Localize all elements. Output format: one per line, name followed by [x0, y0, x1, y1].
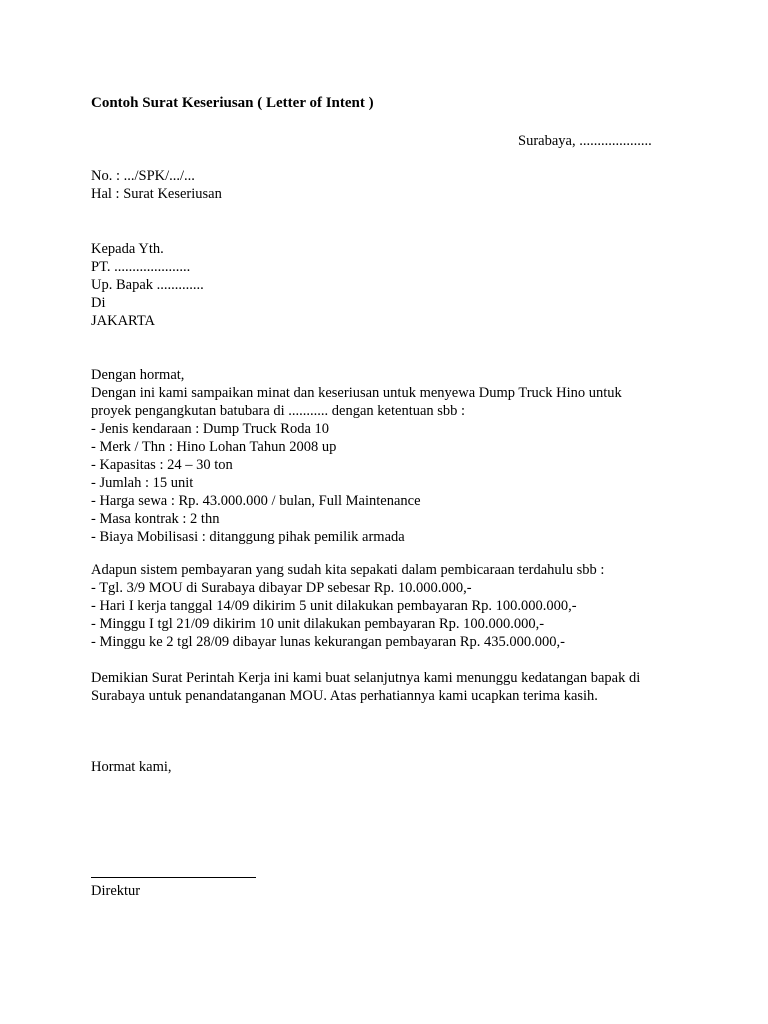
spec-item: - Biaya Mobilisasi : ditanggung pihak pemilik armada: [91, 529, 405, 545]
body-line: Surabaya untuk penandatanganan MOU. Atas perhatiannya kami ucapkan terima kasih.: [91, 688, 598, 704]
reference-number: No. : .../SPK/.../...: [91, 168, 195, 184]
place-date: Surabaya, ....................: [518, 133, 652, 149]
recipient-line: JAKARTA: [91, 313, 156, 329]
spec-item: - Kapasitas : 24 – 30 ton: [91, 457, 233, 473]
reference-block: [91, 167, 222, 203]
body-line: Dengan ini kami sampaikan minat dan keseriusan untuk menyewa Dump Truck Hino untuk: [91, 385, 622, 401]
body-intro: [91, 366, 622, 546]
body-line: Demikian Surat Perintah Kerja ini kami buat selanjutnya kami menunggu kedatangan bapak di: [91, 670, 641, 686]
spec-item: - Jenis kendaraan : Dump Truck Roda 10: [91, 421, 330, 437]
body-payment: [91, 561, 604, 651]
spec-item: - Merk / Thn : Hino Lohan Tahun 2008 up: [91, 439, 337, 455]
closing-salutation: [91, 758, 172, 776]
reference-subject: Hal : Surat Keseriusan: [91, 186, 222, 202]
payment-item: - Minggu ke 2 tgl 28/09 dibayar lunas kekurangan pembayaran Rp. 435.000.000,-: [91, 634, 565, 650]
body-line: proyek pengangkutan batubara di ........... dengan ketentuan sbb :: [91, 403, 466, 419]
recipient-block: [91, 240, 204, 330]
payment-item: - Hari I kerja tanggal 14/09 dikirim 5 unit dilakukan pembayaran Rp. 100.000.000,-: [91, 598, 577, 614]
signature-line: [91, 877, 256, 878]
letter-title: Contoh Surat Keseriusan ( Letter of Intent ): [91, 95, 374, 111]
closing-text: Hormat kami,: [91, 759, 172, 775]
recipient-line: Up. Bapak .............: [91, 277, 204, 293]
payment-item: - Minggu I tgl 21/09 dikirim 10 unit dilakukan pembayaran Rp. 100.000.000,-: [91, 616, 545, 632]
payment-item: - Tgl. 3/9 MOU di Surabaya dibayar DP sebesar Rp. 10.000.000,-: [91, 580, 472, 596]
spec-item: - Masa kontrak : 2 thn: [91, 511, 220, 527]
recipient-line: PT. .....................: [91, 259, 191, 275]
recipient-line: Kepada Yth.: [91, 241, 164, 257]
greeting: Dengan hormat,: [91, 367, 185, 383]
body-closing: [91, 669, 640, 705]
spec-item: - Harga sewa : Rp. 43.000.000 / bulan, Full Maintenance: [91, 493, 421, 509]
recipient-line: Di: [91, 295, 106, 311]
body-line: Adapun sistem pembayaran yang sudah kita sepakati dalam pembicaraan terdahulu sbb :: [91, 562, 605, 578]
signer-title: Direktur: [91, 883, 141, 899]
spec-item: - Jumlah : 15 unit: [91, 475, 194, 491]
